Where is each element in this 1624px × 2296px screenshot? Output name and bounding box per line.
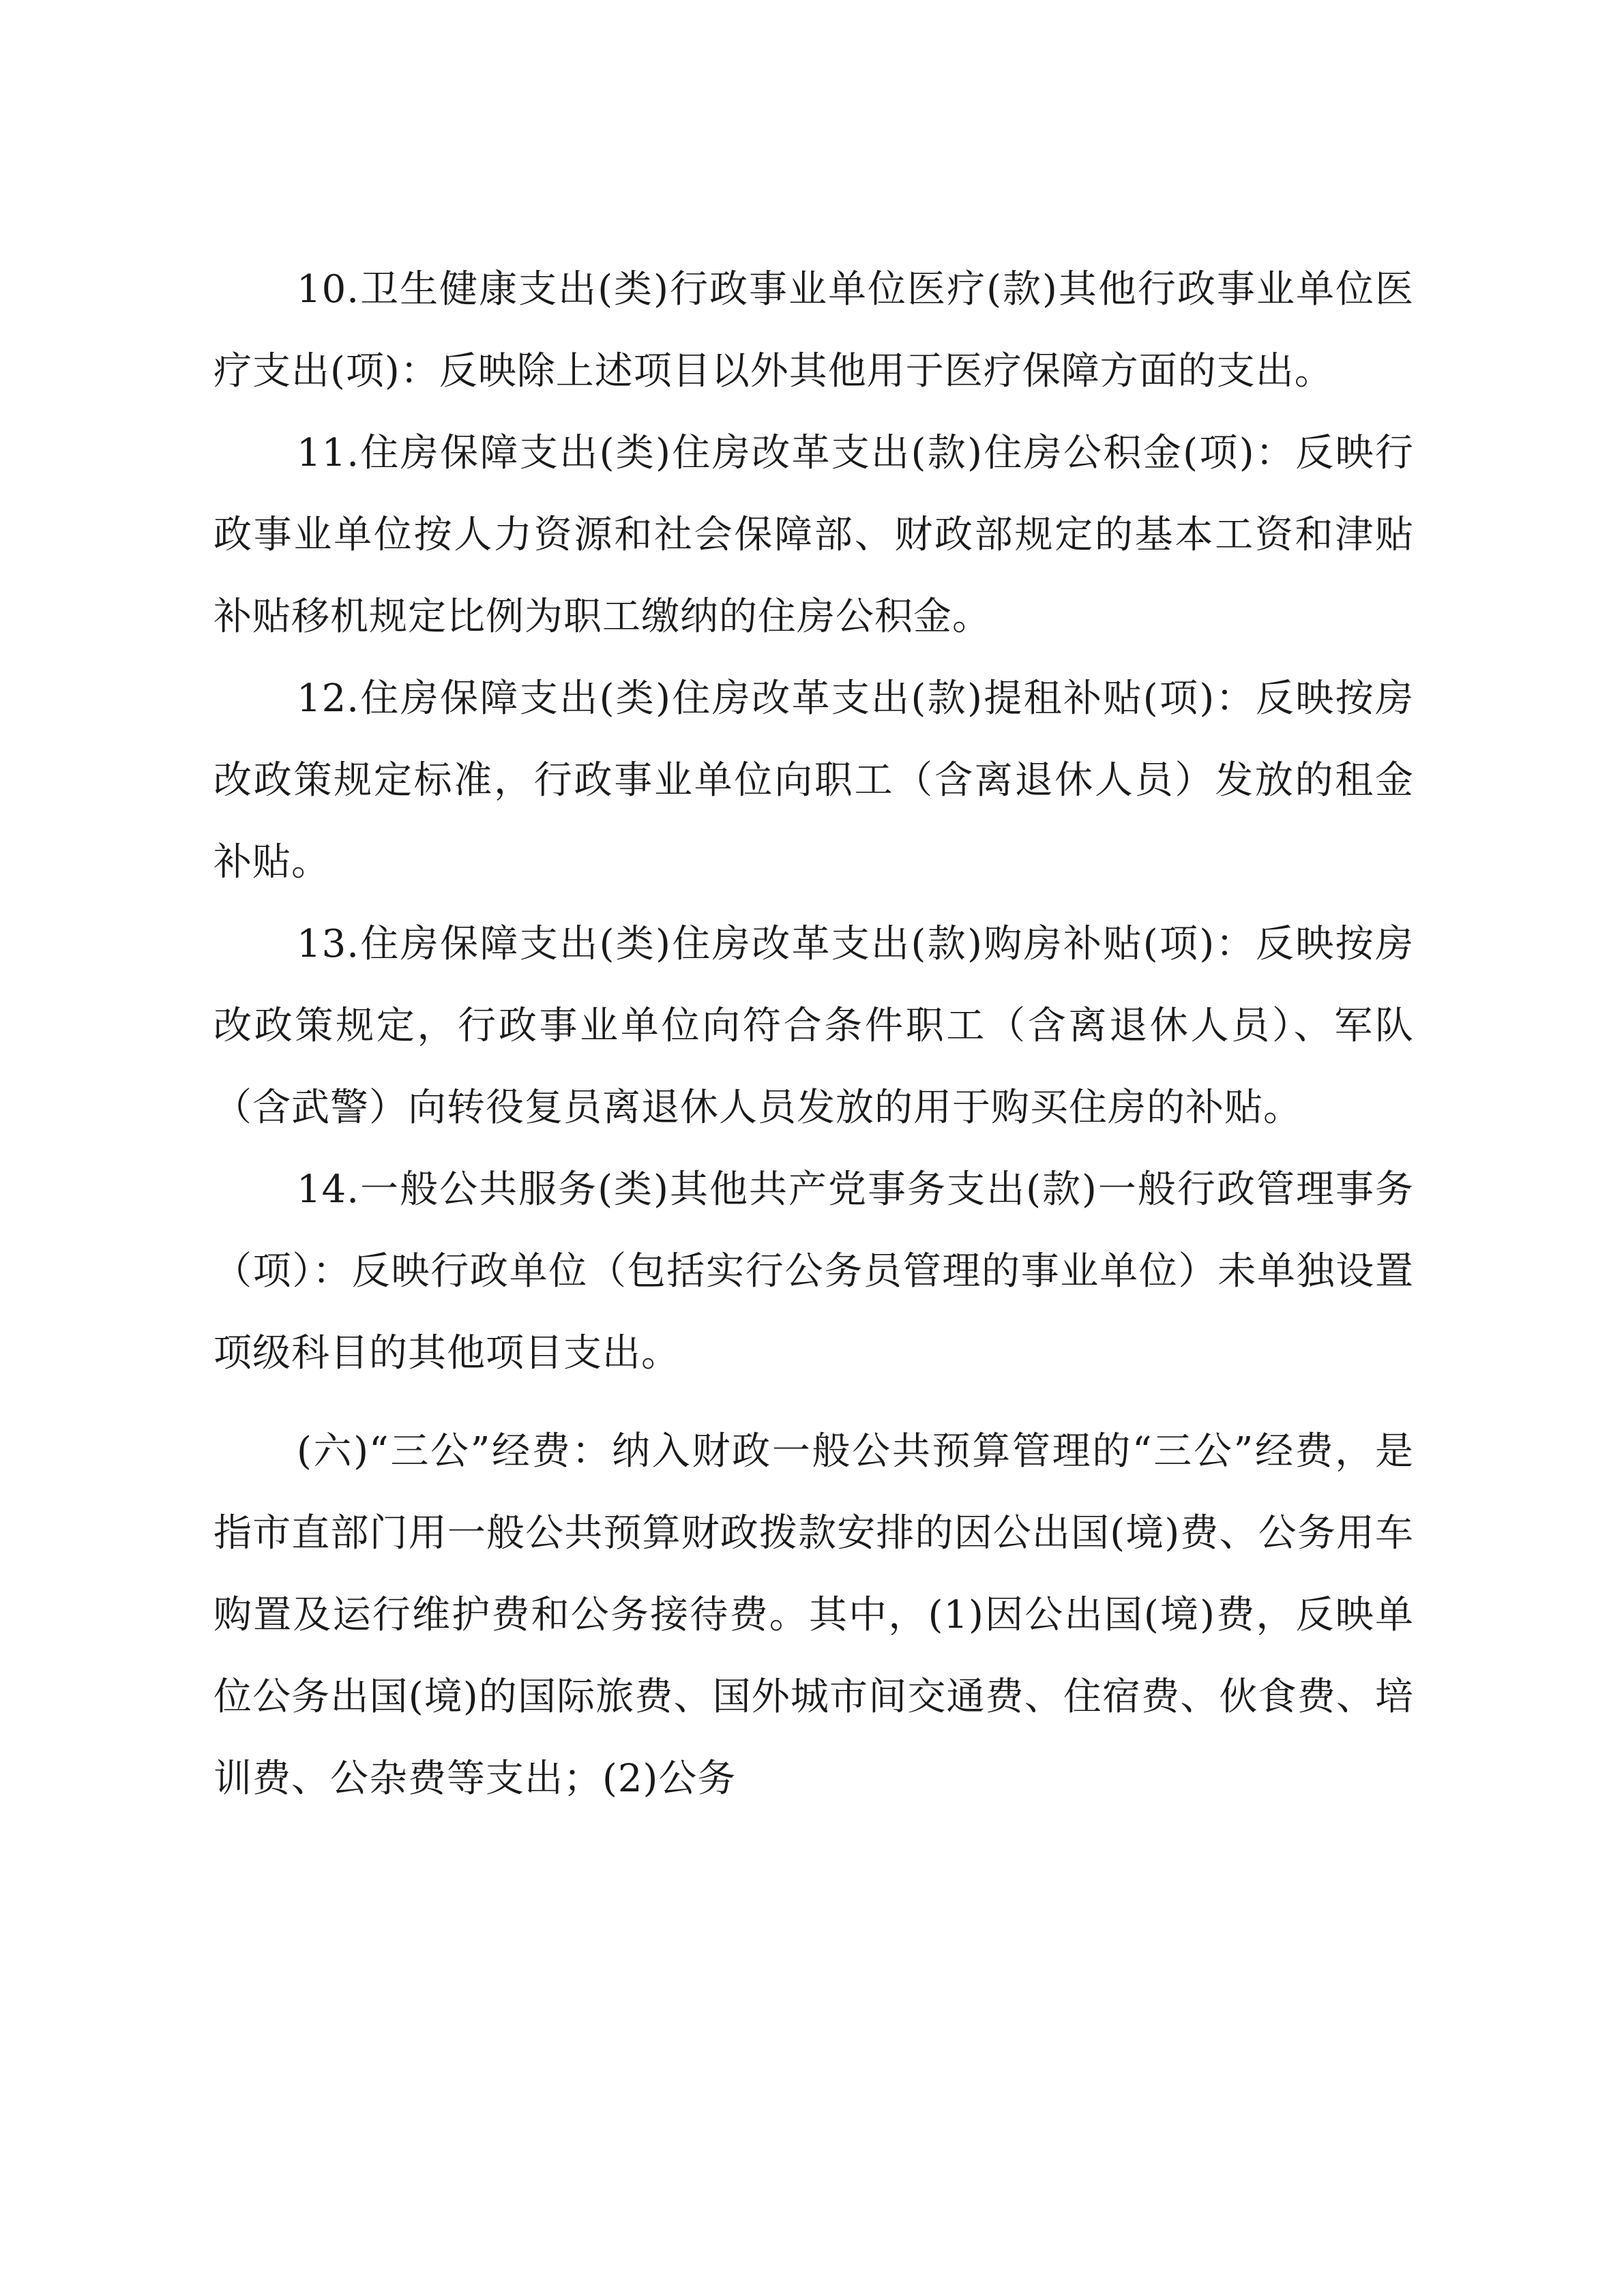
- section-gap: [213, 1395, 1414, 1411]
- paragraph-three-public-expenses: (六)“三公”经费：纳入财政一般公共预算管理的“三公”经费，是指市直部门用一般公共预算财政拨款安排的因公出国(境)费、公务用车购置及运行维护费和公务接待费。其中，(1)因公出国(境)费，反映单位公务出国(境)的国际旅费、国外城市间交通费、住宿费、伙食费、培训费、公杂费等支出；(2)公务: [213, 1429, 1414, 1801]
- paragraph-10-health-expenditure: 10.卫生健康支出(类)行政事业单位医疗(款)其他行政事业单位医疗支出(项)：反映除上述项目以外其他用于医疗保障方面的支出。: [213, 267, 1414, 393]
- paragraph-11-housing-fund: 11.住房保障支出(类)住房改革支出(款)住房公积金(项)：反映行政事业单位按人力资源和社会保障部、财政部规定的基本工资和津贴补贴移机规定比例为职工缴纳的住房公积金。: [213, 431, 1414, 639]
- document-body: [213, 249, 1414, 1820]
- paragraph-13-purchase-subsidy: 13.住房保障支出(类)住房改革支出(款)购房补贴(项)：反映按房改政策规定，行政事业单位向符合条件职工（含离退休人员）、军队（含武警）向转役复员离退休人员发放的用于购买住房的补贴。: [213, 922, 1414, 1130]
- paragraph-14-general-administration: 14.一般公共服务(类)其他共产党事务支出(款)一般行政管理事务（项）：反映行政单位（包括实行公务员管理的事业单位）未单独设置项级科目的其他项目支出。: [213, 1167, 1414, 1375]
- paragraph-12-rent-subsidy: 12.住房保障支出(类)住房改革支出(款)提租补贴(项)：反映按房改政策规定标准，行政事业单位向职工（含离退休人员）发放的租金补贴。: [213, 676, 1414, 884]
